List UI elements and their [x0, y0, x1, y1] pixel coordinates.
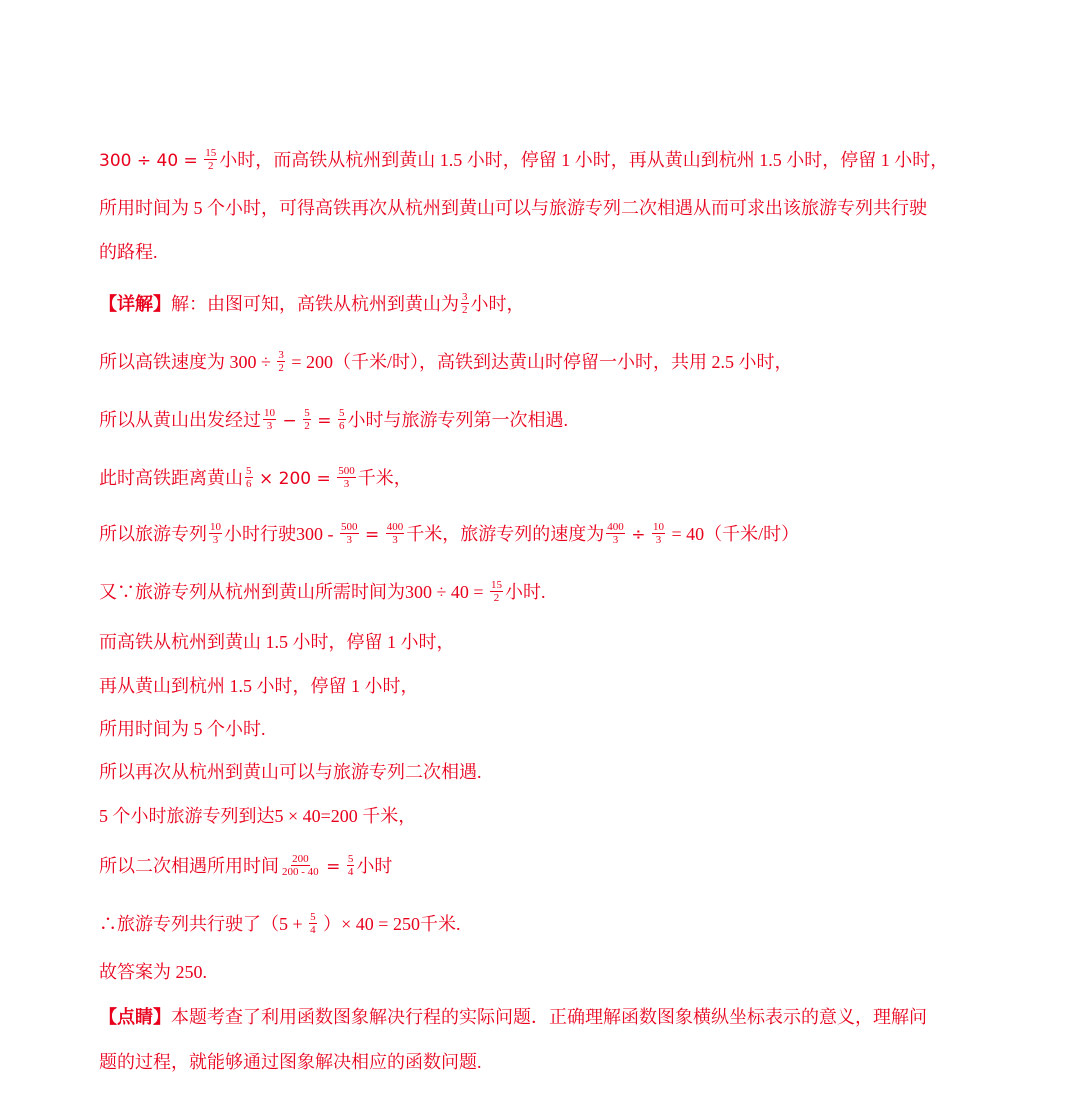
numerator: 3 — [278, 349, 284, 362]
numerator: 10 — [264, 407, 275, 420]
text-line — [99, 240, 1020, 264]
numerator: 5 — [304, 407, 310, 420]
denominator: 4 — [310, 924, 316, 937]
text-line — [99, 804, 1020, 828]
text-segment: 小时，而高铁从杭州到黄山 1.5 小时，停留 1 小时，再从黄山到杭州 1.5 小时，停留 1 小时， — [219, 150, 949, 170]
operator: − — [282, 411, 297, 431]
fraction — [347, 853, 355, 878]
text-line — [99, 674, 1020, 698]
denominator: 2 — [208, 160, 214, 173]
text-segment: 千米，旅游专列的速度为 — [406, 524, 605, 544]
fraction — [245, 465, 253, 490]
operator: ÷ — [631, 525, 646, 545]
fraction — [309, 911, 317, 936]
text-line — [99, 630, 1020, 654]
operator: = — [317, 411, 332, 431]
text-line — [99, 717, 1020, 741]
denominator: 2 — [493, 592, 500, 605]
denominator: 2 — [278, 362, 284, 375]
text-segment: 故答案为 250. — [99, 962, 207, 982]
fraction — [263, 407, 276, 432]
denominator: 3 — [346, 534, 352, 547]
fraction — [338, 407, 346, 432]
text-segment: 所以二次相遇所用时间 — [99, 856, 279, 876]
text-line — [99, 350, 1020, 376]
text-segment: 题的过程，就能够通过图象解决相应的函数问题. — [99, 1052, 482, 1072]
fraction — [209, 521, 222, 546]
math-expression: × 200 = — [259, 469, 331, 489]
text-line — [99, 960, 1020, 984]
denominator: 6 — [246, 478, 252, 491]
fraction — [340, 521, 359, 546]
numerator: 200 — [292, 853, 309, 866]
text-line — [99, 408, 1020, 434]
text-line — [99, 196, 1020, 220]
fraction — [281, 853, 320, 878]
numerator: 5 — [246, 465, 252, 478]
text-line — [99, 854, 1020, 880]
denominator: 4 — [347, 866, 354, 879]
text-segment: 而高铁从杭州到黄山 1.5 小时，停留 1 小时， — [99, 632, 455, 652]
denominator: 3 — [655, 534, 662, 547]
text-line — [99, 148, 1020, 174]
text-segment: 又∵旅游专列从杭州到黄山所需时间为300 ÷ 40 = — [99, 582, 484, 602]
text-segment: 小时. — [505, 582, 546, 602]
numerator: 5 — [347, 853, 354, 866]
text-segment: 所以高铁速度为 300 ÷ — [99, 352, 271, 372]
section-tag: 【点睛】 — [99, 1007, 171, 1027]
fraction — [277, 349, 285, 374]
denominator: 200 - 40 — [282, 866, 319, 879]
operator: = — [365, 525, 380, 545]
numerator: 15 — [491, 579, 503, 592]
denominator: 3 — [266, 420, 273, 433]
text-line — [99, 466, 1020, 492]
numerator: 10 — [653, 521, 664, 534]
fraction — [606, 521, 625, 546]
text-segment: ∴旅游专列共行驶了（5 + — [99, 914, 303, 934]
numerator: 400 — [607, 521, 624, 534]
denominator: 2 — [304, 420, 310, 433]
text-segment: = 200（千米/时），高铁到达黄山时停留一小时，共用 2.5 小时， — [291, 352, 793, 372]
denominator: 3 — [343, 478, 350, 491]
text-line — [99, 1050, 1020, 1074]
text-segment: 小时， — [470, 294, 525, 314]
text-segment: 此时高铁距离黄山 — [99, 468, 243, 488]
numerator: 10 — [210, 521, 221, 534]
text-segment: 小时与旅游专列第一次相遇. — [347, 410, 568, 430]
denominator: 3 — [392, 534, 398, 547]
denominator: 3 — [212, 534, 219, 547]
numerator: 400 — [386, 521, 404, 534]
text-line — [99, 1005, 1020, 1029]
text-segment: 所以再次从杭州到黄山可以与旅游专列二次相遇. — [99, 762, 482, 782]
text-segment: ）× 40 = 250千米. — [323, 914, 461, 934]
text-segment: 的路程. — [99, 242, 158, 262]
text-segment: 小时行驶300 - — [224, 524, 334, 544]
text-segment: 小时 — [356, 856, 393, 876]
fraction — [337, 465, 356, 490]
text-line — [99, 580, 1020, 606]
text-segment: 5 个小时旅游专列到达5 × 40=200 千米， — [99, 806, 417, 826]
text-line — [99, 522, 1020, 548]
operator: = — [326, 857, 341, 877]
text-segment: 本题考查了利用函数图象解决行程的实际问题．正确理解函数图象横纵坐标表示的意义，理解问 — [171, 1007, 927, 1027]
numerator: 3 — [462, 291, 468, 304]
text-segment: 再从黄山到杭州 1.5 小时，停留 1 小时， — [99, 676, 419, 696]
text-segment: 所以旅游专列 — [99, 524, 207, 544]
text-segment: 所以从黄山出发经过 — [99, 410, 261, 430]
text-segment: = 40（千米/时） — [671, 524, 800, 544]
fraction — [204, 147, 217, 172]
text-line — [99, 912, 1020, 938]
fraction — [461, 291, 469, 316]
numerator: 15 — [205, 147, 217, 160]
fraction — [386, 521, 405, 546]
denominator: 6 — [339, 420, 345, 433]
text-segment: 所用时间为 5 个小时，可得高铁再次从杭州到黄山可以与旅游专列二次相遇从而可求出该旅游专列共行驶 — [99, 198, 927, 218]
text-segment: 解：由图可知，高铁从杭州到黄山为 — [171, 294, 459, 314]
numerator: 500 — [338, 465, 355, 478]
denominator: 3 — [612, 534, 619, 547]
denominator: 2 — [462, 304, 468, 317]
section-tag: 【详解】 — [99, 294, 171, 314]
text-segment: 所用时间为 5 个小时. — [99, 719, 266, 739]
text-line — [99, 760, 1020, 784]
numerator: 500 — [341, 521, 358, 534]
fraction — [652, 521, 665, 546]
fraction — [303, 407, 311, 432]
fraction — [490, 579, 503, 604]
numerator: 5 — [339, 407, 345, 420]
math-expression: 300 ÷ 40 = — [99, 151, 198, 171]
text-line — [99, 292, 1020, 318]
numerator: 5 — [310, 911, 316, 924]
text-segment: 千米， — [357, 468, 412, 488]
